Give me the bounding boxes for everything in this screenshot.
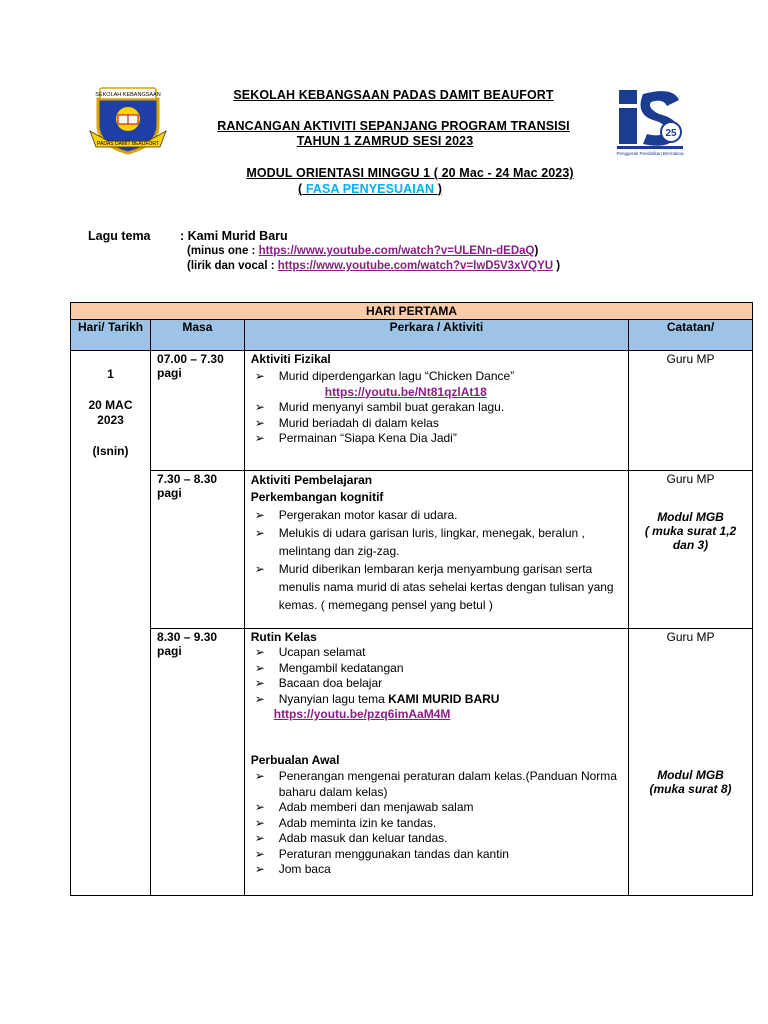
list-item: ➢ Nyanyian lagu tema KAMI MURID BARU bbox=[254, 691, 500, 706]
svg-text:SEKOLAH KEBANGSAAN: SEKOLAH KEBANGSAAN bbox=[95, 92, 161, 98]
module-title: MODUL ORIENTASI MINGGU 1 ( 20 Mac - 24 Mac 2023) bbox=[246, 166, 574, 180]
class-session: TAHUN 1 ZAMRUD SESI 2023 bbox=[296, 134, 474, 148]
day-weekday: (Isnin) bbox=[92, 444, 129, 458]
activity-subtitle: Perkembangan kognitif bbox=[250, 490, 384, 504]
list-item: ➢ Permainan “Siapa Kena Dia Jadi” bbox=[254, 431, 457, 445]
phase-label: FASA PENYESUAIAN bbox=[302, 182, 438, 196]
list-item: ➢ Peraturan menggunakan tandas dan kantin bbox=[254, 846, 509, 861]
theme-song-title: : Kami Murid Baru bbox=[180, 229, 288, 243]
note-module: Modul MGB bbox=[657, 510, 724, 524]
program-title: RANCANGAN AKTIVITI SEPANJANG PROGRAM TRANSISI bbox=[217, 119, 570, 133]
list-item-link bbox=[251, 385, 628, 401]
note-teacher: Guru MP bbox=[666, 630, 715, 644]
list-item: ➢ Adab memberi dan menjawab salam bbox=[254, 800, 474, 814]
col-header-catatan: Catatan/ bbox=[629, 320, 753, 351]
list-item: ➢ Adab masuk dan keluar tandas. bbox=[254, 831, 448, 845]
note-module: Modul MGB bbox=[657, 768, 724, 782]
activity-cell bbox=[244, 471, 628, 629]
list-item: ➢ Adab meminta izin ke tandas. bbox=[254, 815, 437, 830]
list-item: ➢ Bacaan doa belajar bbox=[254, 676, 383, 690]
section-title: Perbualan Awal bbox=[250, 753, 340, 767]
minus-one-line: (minus one : https://www.youtube.com/watch?v=ULENn-dEDaQ) bbox=[187, 245, 539, 257]
note-cell bbox=[629, 629, 753, 896]
svg-text:25: 25 bbox=[665, 128, 677, 139]
note-cell bbox=[629, 471, 753, 629]
theme-song-link[interactable]: https://youtu.be/pzq6imAaM4M bbox=[273, 707, 451, 721]
theme-song-label: Lagu tema bbox=[88, 229, 151, 243]
table-row bbox=[71, 351, 753, 471]
list-item: ➢ Mengambil kedatangan bbox=[254, 660, 404, 675]
day-number: 1 bbox=[107, 367, 114, 381]
chicken-dance-link[interactable]: https://youtu.be/Nt81qzlAt18 bbox=[324, 384, 487, 399]
day-title: HARI PERTAMA bbox=[71, 303, 753, 320]
activity-title: Aktiviti Pembelajaran bbox=[250, 473, 373, 487]
note-teacher: Guru MP bbox=[666, 472, 715, 486]
activity-cell bbox=[244, 351, 628, 471]
day-cell bbox=[71, 351, 151, 896]
col-header-hari: Hari/ Tarikh bbox=[71, 320, 151, 351]
activity-title: Aktiviti Fizikal bbox=[250, 352, 331, 366]
list-item: ➢ Penerangan mengenai peraturan dalam kelas.(Panduan Norma baharu dalam kelas) bbox=[254, 769, 617, 799]
list-item: ➢ Pergerakan motor kasar di udara. bbox=[254, 508, 458, 522]
col-header-aktiviti: Perkara / Aktiviti bbox=[244, 320, 628, 351]
lyrics-link[interactable]: https://www.youtube.com/watch?v=lwD5V3xVQYU bbox=[277, 260, 554, 272]
svg-text:Penggerak Pendidikan Bermakna: Penggerak Pendidikan Bermakna bbox=[616, 151, 684, 156]
time-cell: 07.00 – 7.30 pagi bbox=[151, 351, 245, 471]
note-teacher: Guru MP bbox=[666, 352, 715, 366]
note-module-detail: ( muka surat 1,2 dan 3) bbox=[644, 524, 737, 552]
minus-one-link[interactable]: https://www.youtube.com/watch?v=ULENn-dEDaQ bbox=[258, 245, 535, 257]
activity-cell bbox=[244, 629, 628, 896]
note-cell bbox=[629, 351, 753, 471]
list-item: ➢ Murid menyanyi sambil buat gerakan lagu. bbox=[254, 400, 505, 414]
table-row bbox=[71, 471, 753, 629]
note-module-detail: (muka surat 8) bbox=[649, 782, 732, 796]
phase-line: ( FASA PENYESUAIAN ) bbox=[298, 182, 442, 196]
list-item: ➢ Ucapan selamat bbox=[254, 645, 366, 659]
svg-text:PADAS DAMIT BEAUFORT: PADAS DAMIT BEAUFORT bbox=[97, 141, 159, 147]
table-row bbox=[71, 629, 753, 896]
activity-title: Rutin Kelas bbox=[250, 630, 317, 644]
day-date: 20 MAC 2023 bbox=[88, 398, 133, 427]
col-header-masa: Masa bbox=[151, 320, 245, 351]
school-name: SEKOLAH KEBANGSAAN PADAS DAMIT BEAUFORT bbox=[233, 88, 554, 102]
lyrics-line: (lirik dan vocal : https://www.youtube.com/watch?v=lwD5V3xVQYU ) bbox=[187, 260, 561, 272]
list-item: ➢ Melukis di udara garisan luris, lingkar, menegak, beralun , melintang dan zig-zag. bbox=[254, 526, 585, 558]
list-item: ➢ Jom baca bbox=[254, 862, 331, 876]
time-cell: 8.30 – 9.30 pagi bbox=[151, 629, 245, 896]
schedule-table bbox=[70, 302, 753, 896]
list-item: ➢ Murid beriadah di dalam kelas bbox=[254, 415, 439, 430]
list-item: ➢ Murid diberikan lembaran kerja menyambung garisan serta menulis nama murid di atas sehelai kertas dengan tulisan yang kemas. ( memegang pensel yang betul ) bbox=[254, 562, 614, 612]
list-item: ➢ Murid diperdengarkan lagu “Chicken Dance” bbox=[254, 369, 515, 383]
time-cell: 7.30 – 8.30 pagi bbox=[151, 471, 245, 629]
